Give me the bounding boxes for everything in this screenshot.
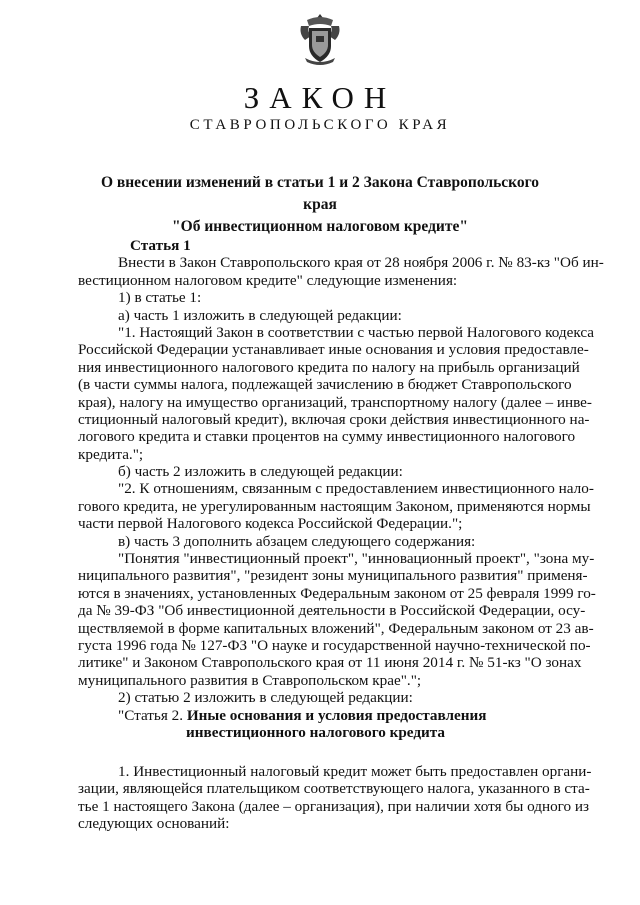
document-title-line-1: О внесении изменений в статьи 1 и 2 Закона Ставропольского края [100, 174, 540, 213]
text-line: да № 39-ФЗ "Об инвестиционной деятельности в Российской Федерации, осу- [78, 602, 586, 620]
text-line: тье 1 настоящего Закона (далее – организация), при наличии хотя бы одного из [78, 797, 590, 815]
text-line: Внести в Закон Ставропольского края от 28 ноября 2006 г. № 83-кз "Об ин- [118, 254, 604, 272]
text-line: Российской Федерации устанавливает иные основания и условия предоставле- [78, 341, 589, 359]
text-line: следующих оснований: [78, 815, 230, 833]
text-line: б) часть 2 изложить в следующей редакции: [118, 463, 403, 481]
law-region-subtitle: СТАВРОПОЛЬСКОГО КРАЯ [189, 117, 451, 133]
article-2-title-line-2: инвестиционного налогового кредита [186, 723, 446, 741]
text-line: кредита."; [78, 445, 144, 463]
text-line: части первой Налогового кодекса Российской Федерации."; [78, 515, 463, 533]
coat-of-arms-emblem [297, 12, 343, 68]
text-line: 2) статью 2 изложить в следующей редакции: [118, 689, 413, 707]
text-line: в) часть 3 дополнить абзацем следующего содержания: [118, 532, 476, 550]
text-line: "1. Настоящий Закон в соответствии с частью первой Налогового кодекса [118, 323, 595, 341]
text-line: гового кредита, не урегулированным настоящим Законом, применяются нормы [78, 497, 591, 515]
text-line: края), налогу на имущество организаций, транспортному налогу (далее – инве- [78, 393, 592, 411]
article-heading: Статья 1 [130, 237, 191, 254]
document-title-line-2: "Об инвестиционном налоговом кредите" [172, 218, 468, 235]
text-line: 1) в статье 1: [118, 289, 202, 307]
text-line: ются в значениях, установленных Федеральным законом от 25 февраля 1999 го- [78, 584, 596, 602]
text-line: ществляемой в форме капитальных вложений", Федеральным законом от 23 ав- [78, 619, 594, 637]
article-2-paragraph-1 [78, 763, 600, 833]
text-line: густа 1996 года № 127-ФЗ "О науке и государственной научно-технической по- [78, 636, 591, 654]
text-line: "2. К отношениям, связанным с предоставлением инвестиционного нало- [118, 480, 594, 498]
text-line: логового кредита и ставки процентов на сумму инвестиционного налогового [78, 428, 576, 446]
document-title [100, 172, 540, 238]
text-line: зации, являющейся плательщиком соответствующего налога, указанного в ста- [78, 780, 590, 798]
article-2-title-line-1 [118, 707, 600, 724]
text-line: а) часть 1 изложить в следующей редакции: [118, 306, 402, 324]
text-line: "Понятия "инвестиционный проект", "инновационный проект", "зона му- [118, 550, 595, 568]
text-line: 1. Инвестиционный налоговый кредит может быть предоставлен органи- [118, 763, 592, 780]
text-line: вестиционном налоговом кредите" следующие изменения: [78, 271, 458, 289]
article-2-prefix: "Статья 2. [118, 706, 187, 724]
text-line: стиционный налоговый кредит), включая сроки действия инвестиционного на- [78, 410, 590, 428]
article-2-title-part-1: Иные основания и условия предоставления [186, 706, 487, 724]
article-1-body [78, 237, 604, 741]
text-line: (в части суммы налога, подлежащей зачислению в бюджет Ставропольского [78, 376, 572, 394]
text-line: ния инвестиционного налогового кредита по налогу на прибыль организаций [78, 358, 580, 376]
text-line: муниципального развития в Ставропольском крае"."; [78, 671, 422, 689]
law-title: ЗАКОН [243, 80, 397, 115]
text-line: литике" и Законом Ставропольского края от 11 июня 2014 г. № 51-кз "О зонах [78, 654, 582, 672]
text-line: ниципального развития", "резидент зоны муниципального развития" применя- [78, 567, 588, 585]
